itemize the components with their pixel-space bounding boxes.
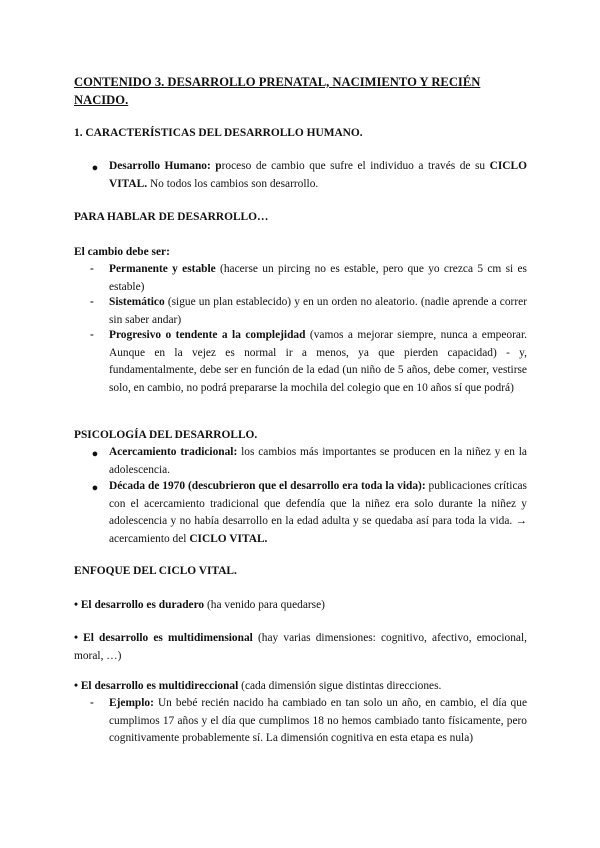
item-text: (sigue un plan establecido) y en un orden no aleatorio. (nadie aprende a correr sin saber andar) (109, 296, 527, 326)
term-permanente: Permanente y estable (109, 263, 216, 275)
definition-text: roceso de cambio que sufre el individuo a través de su (221, 160, 490, 172)
section-heading-enfoque: ENFOQUE DEL CICLO VITAL. (74, 565, 237, 577)
list-item-ejemplo (109, 695, 527, 748)
item-text: (hacerse un pircing no es estable, pero que yo crezca 5 cm si es estable) (109, 263, 527, 293)
item-text: publicaciones críticas con el acercamiento tradicional que defendía que la niñez era solo durante la niñez y adolescencia y no había desarrollo en la edad adulta y se quedaba así para toda la vida. → acercamiento del (109, 480, 527, 545)
list-item-sistematico (109, 294, 527, 329)
term-acercamiento: Acercamiento tradicional: (109, 446, 238, 458)
point-text: (ha venido para quedarse) (204, 599, 325, 611)
page-title: CONTENIDO 3. DESARROLLO PRENATAL, NACIMIENTO Y RECIÉN NACIDO. (74, 75, 481, 107)
term-ciclo-vital: CICLO VITAL. (109, 160, 527, 190)
item-text: Un bebé recién nacido ha cambiado en tan solo un año, en cambio, el día que cumplimos 17 años y el día que cumplimos 18 no hemos cambiado tanto físicamente, pero cognitivamente probablemente sí. La dimensión cognitiva en esta etapa es nula) (109, 697, 527, 745)
point-multidimensional (74, 630, 527, 665)
term-progresivo: Progresivo o tendente a la complejidad (109, 329, 306, 341)
point-duradero (74, 597, 527, 615)
term-desarrollo-humano: Desarrollo Humano: (109, 160, 211, 172)
term-ciclo-vital: CICLO VITAL. (189, 532, 268, 545)
bullet-icon: ● (91, 162, 99, 174)
list-item-tradicional (109, 444, 527, 479)
cambio-heading: El cambio debe ser: (74, 246, 170, 258)
definition-note: No todos los cambios son desarrollo. (147, 177, 319, 190)
point-multidireccional (74, 678, 527, 696)
bullet-icon: ● (91, 482, 99, 494)
term-duradero: • El desarrollo es duradero (74, 599, 205, 611)
term-multidireccional: • El desarrollo es multidireccional (74, 680, 239, 692)
section-heading-hablar: PARA HABLAR DE DESARROLLO… (74, 211, 269, 223)
term-multidimensional: • El desarrollo es multidimensional (74, 632, 253, 644)
dash-marker: - (90, 296, 94, 308)
list-item-decada-1970 (109, 478, 527, 548)
item-text: (vamos a mejorar siempre, nunca a empeorar. Aunque en la vejez es normal ir a menos, ya que pierden capacidad) - y, fundamentalmente, debe ser en función de la edad (un niño de 5 años, debe comer, vestirse solo, en cambio, no podrá prepararse la mochila del colegio que en 10 años sí que podrá) (109, 329, 527, 394)
item-text: los cambios más importantes se producen en la niñez y en la adolescencia. (109, 446, 527, 476)
point-text: (cada dimensión sigue distintas direcciones. (238, 680, 442, 692)
dash-marker: - (90, 329, 94, 341)
list-item-progresivo (109, 327, 527, 397)
point-text: (hay varias dimensiones: cognitivo, afectivo, emocional, moral, …) (74, 632, 528, 662)
dash-marker: - (90, 263, 94, 275)
term-sistematico: Sistemático (109, 296, 165, 308)
bullet-desarrollo-humano (109, 158, 527, 193)
list-item-permanente (109, 261, 527, 296)
section-heading-psicologia: PSICOLOGÍA DEL DESARROLLO. (74, 429, 258, 441)
term-decada: Década de 1970 (descubrieron que el desarrollo era toda la vida): (109, 480, 426, 492)
dash-marker: - (90, 697, 94, 709)
bold-letter: p (210, 160, 222, 172)
section-heading-caracteristicas: 1. CARACTERÍSTICAS DEL DESARROLLO HUMANO. (74, 127, 363, 139)
bullet-icon: ● (91, 448, 99, 460)
term-ejemplo: Ejemplo: (109, 697, 154, 709)
